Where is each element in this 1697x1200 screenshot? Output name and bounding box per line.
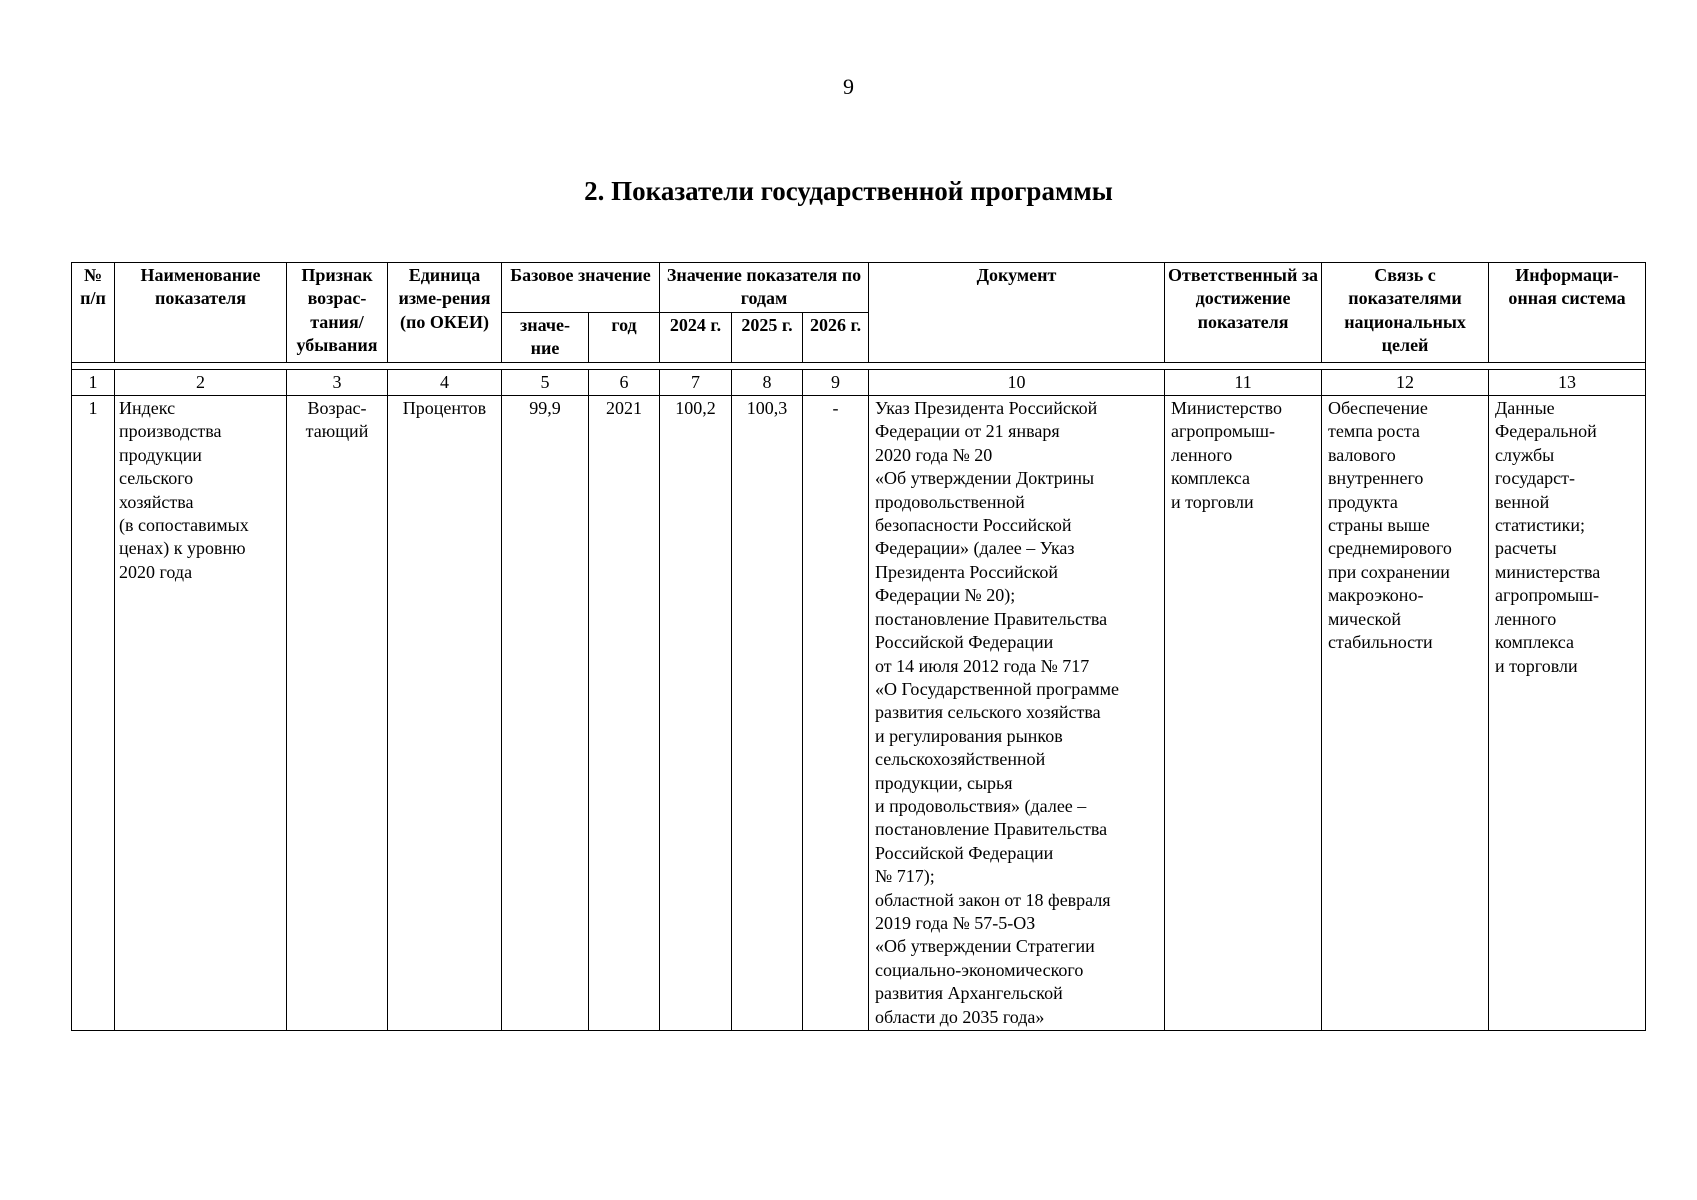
- cell-document: Указ Президента Российской Федерации от 21 января 2020 года № 20 «Об утверждении Доктрины продовольственной безопасности Российской Федерации» (далее – Указ Президента Российской Федерации № 20); постановление Правительства Российской Федерации от 14 июля 2012 года № 717 «О Государственной программе развития сельского хозяйства и регулирования рынков сельскохозяйственной продукции, сырья и продовольствия» (далее – постановление Правительства Российской Федерации № 717); областной закон от 18 февраля 2019 года № 57-5-ОЗ «Об утверждении Стратегии социально-экономического развития Архангельской области до 2035 года»: [869, 396, 1165, 1031]
- column-number: 7: [660, 369, 732, 395]
- column-number: 6: [589, 369, 660, 395]
- header-num: № п/п: [72, 263, 115, 363]
- header-document: Документ: [869, 263, 1165, 363]
- cell-value-2026: -: [803, 396, 869, 1031]
- header-base-year: год: [589, 312, 660, 362]
- cell-info-system: Данные Федеральной службы государст- венной статистики; расчеты министерства агропромыш- ленного комплекса и торговли: [1489, 396, 1646, 1031]
- header-link: Связь с показателями национальных целей: [1322, 263, 1489, 363]
- column-number: 1: [72, 369, 115, 395]
- cell-base-year: 2021: [589, 396, 660, 1031]
- column-number: 2: [115, 369, 287, 395]
- column-number: 8: [732, 369, 803, 395]
- cell-national-goals-link: Обеспечение темпа роста валового внутреннего продукта страны выше среднемирового при сохранении макроэконо- мической стабильности: [1322, 396, 1489, 1031]
- cell-responsible: Министерство агропромыш- ленного комплекса и торговли: [1165, 396, 1322, 1031]
- column-number: 12: [1322, 369, 1489, 395]
- cell-base-value: 99,9: [502, 396, 589, 1031]
- header-unit: Единица изме-рения (по ОКЕИ): [388, 263, 502, 363]
- page-number: 9: [843, 74, 854, 99]
- header-values-by-year: Значение показателя по годам: [660, 263, 869, 313]
- header-year-2024: 2024 г.: [660, 312, 732, 362]
- column-number: 4: [388, 369, 502, 395]
- column-number: 11: [1165, 369, 1322, 395]
- column-number: 5: [502, 369, 589, 395]
- header-responsible: Ответственный за достижение показателя: [1165, 263, 1322, 363]
- header-name: Наименование показателя: [115, 263, 287, 363]
- header-year-2026: 2026 г.: [803, 312, 869, 362]
- column-number: 13: [1489, 369, 1646, 395]
- header-base-value: значе-ние: [502, 312, 589, 362]
- cell-value-2025: 100,3: [732, 396, 803, 1031]
- indicators-table: [71, 262, 1646, 1031]
- column-number: 10: [869, 369, 1165, 395]
- table-row: [72, 396, 1646, 1031]
- cell-value-2024: 100,2: [660, 396, 732, 1031]
- header-sign: Признак возрас-тания/ убывания: [287, 263, 388, 363]
- cell-num: 1: [72, 396, 115, 1031]
- column-numbers-row: [72, 369, 1646, 395]
- header-row-1: [72, 263, 1646, 313]
- column-number: 3: [287, 369, 388, 395]
- header-base: Базовое значение: [502, 263, 660, 313]
- header-info-system: Информаци-онная система: [1489, 263, 1646, 363]
- column-number: 9: [803, 369, 869, 395]
- cell-sign: Возрас- тающий: [287, 396, 388, 1031]
- cell-indicator-name: Индекс производства продукции сельского хозяйства (в сопоставимых ценах) к уровню 2020 года: [115, 396, 287, 1031]
- header-year-2025: 2025 г.: [732, 312, 803, 362]
- page-title: 2. Показатели государственной программы: [584, 176, 1113, 206]
- cell-unit: Процентов: [388, 396, 502, 1031]
